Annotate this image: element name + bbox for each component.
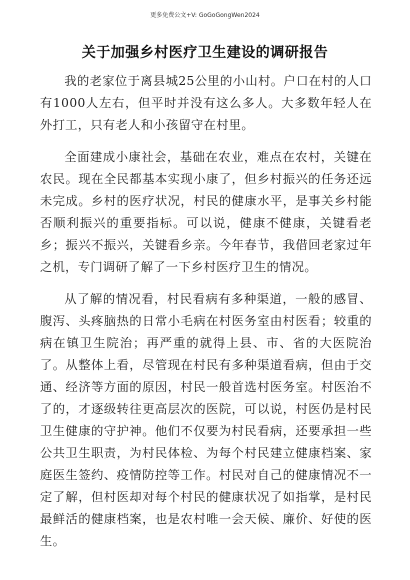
paragraph-2: 全面建成小康社会，基础在农业，难点在农村，关键在农民。现在全民都基本实现小康了，但乡村振兴的任务还远未完成。乡村的医疗状况，村民的健康水平，是事关乡村能否顺利振兴的重要指标。可以说，健康不健康，关键看老乡；振兴不振兴，关键看乡亲。今年春节，我借回老家过年之机，专门调研了解了一下乡村医疗卫生的情况。 xyxy=(40,150,372,274)
header-note: 更多免费公文+V: GoGoGongWen2024 xyxy=(150,12,260,19)
document-title: 关于加强乡村医疗卫生建设的调研报告 xyxy=(81,45,329,61)
paragraph-3: 从了解的情况看，村民看病有多种渠道，一般的感冒、腹泻、头疼脑热的日常小毛病在村医务室由村医看；较重的病在镇卫生院治；再严重的就得上县、市、省的大医院治了。从整体上看，尽管现在村民有多种渠道看病，但由于交通、经济等方面的原因，村民一般首选村医务室。村医治不了的，才逐级转往更高层次的医院，可以说，村医仍是村民卫生健康的守护神。他们不仅要为村民看病，还要承担一些公共卫生职责，为村民体检、为每个村民建立健康档案、家庭医生签约、疫情防控等工作。村民对自己的健康情况不一定了解，但村医却对每个村民的健康状况了如指掌，是村民最鲜活的健康档案，也是农村唯一会天候、廉价、好使的医生。 xyxy=(40,292,372,548)
document-body xyxy=(40,70,372,562)
paragraph-1: 我的老家位于离县城25公里的小山村。户口在村的人口有1000人左右，但平时并没有这么多人。大多数年轻人在外打工，只有老人和小孩留守在村里。 xyxy=(40,74,372,132)
